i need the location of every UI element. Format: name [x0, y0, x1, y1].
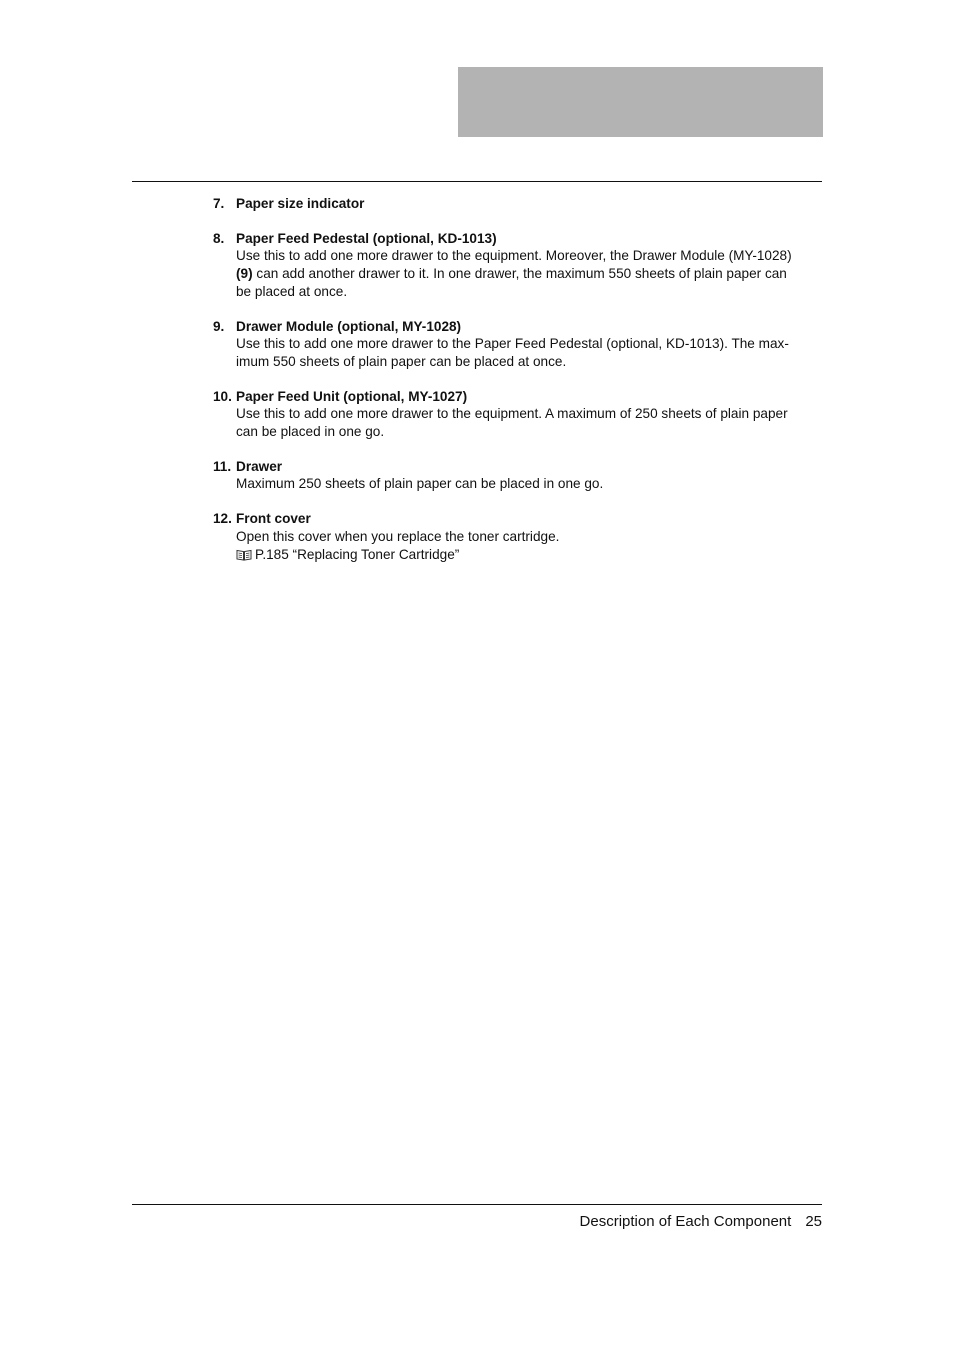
page-number: 25	[805, 1213, 822, 1230]
item-number: 7.	[213, 196, 225, 211]
list-item-8	[213, 230, 825, 301]
desc-line: Use this to add one more drawer to the equipment. Moreover, the Drawer Module (MY-1028)	[236, 248, 792, 264]
item-title: Drawer	[236, 458, 283, 474]
item-number: 12.	[213, 511, 232, 527]
desc-line: can be placed in one go.	[236, 424, 385, 440]
list-item-11	[213, 458, 825, 493]
item-description	[236, 405, 825, 440]
item-title: Paper Feed Pedestal (optional, KD-1013)	[236, 230, 497, 246]
item-number: 11.	[213, 458, 232, 474]
list-item-12	[213, 510, 825, 565]
desc-line: can add another drawer to it. In one drawer, the maximum 550 sheets of plain paper can	[252, 266, 787, 282]
desc-line: Maximum 250 sheets of plain paper can be placed in one go.	[236, 476, 604, 492]
desc-line: be placed at once.	[236, 283, 348, 299]
item-title: Front cover	[236, 511, 311, 527]
page-footer	[580, 1213, 822, 1231]
desc-line: imum 550 sheets of plain paper can be placed at once.	[236, 353, 567, 369]
top-divider	[132, 181, 822, 182]
desc-bold-ref: (9)	[236, 266, 253, 282]
item-description	[236, 247, 825, 300]
list-item-7	[213, 195, 825, 213]
component-list	[213, 195, 825, 582]
book-icon	[236, 548, 252, 566]
page-reference-link[interactable]	[236, 546, 825, 566]
header-gray-block	[458, 67, 823, 137]
footer-section-title: Description of Each Component	[579, 1213, 792, 1230]
item-title: Paper Feed Unit (optional, MY-1027)	[236, 388, 468, 404]
item-description	[236, 335, 825, 370]
desc-line: Use this to add one more drawer to the equipment. A maximum of 250 sheets of plain paper	[236, 406, 788, 422]
list-item-9	[213, 318, 825, 371]
item-description	[236, 528, 825, 546]
item-number: 10.	[213, 388, 232, 404]
item-title: Paper size indicator	[236, 196, 365, 211]
item-number: 8.	[213, 230, 225, 246]
item-description	[236, 475, 825, 493]
list-item-10	[213, 388, 825, 441]
reference-text: P.185 “Replacing Toner Cartridge”	[255, 546, 460, 562]
footer-divider	[132, 1204, 822, 1205]
item-number: 9.	[213, 318, 225, 334]
desc-line: Open this cover when you replace the toner cartridge.	[236, 528, 560, 544]
desc-line: Use this to add one more drawer to the Paper Feed Pedestal (optional, KD-1013). The max-	[236, 336, 789, 352]
item-title: Drawer Module (optional, MY-1028)	[236, 318, 462, 334]
